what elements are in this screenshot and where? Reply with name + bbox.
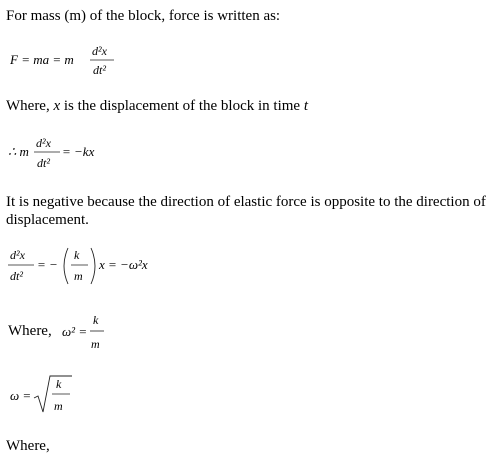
equation-omega-squared [60,312,120,354]
where-displacement-text [6,97,308,115]
negative-explanation: It is negative because the direction of elastic force is opposite to the direction of displacement. [6,194,486,228]
var-t: t [303,98,309,114]
equation-hooke-svg [8,132,118,176]
equation-omega-svg [10,372,80,420]
equation-omega-squared-svg [60,312,120,354]
equation-hooke [8,132,118,176]
eq3-rhs: x = −ω²x [99,257,148,272]
where-mid: is the displacement of the block in time [60,98,304,114]
eq1-numerator: d²x [92,44,107,58]
equation-force [10,40,120,82]
eq4-denominator: m [91,337,100,351]
eq5-numerator: k [56,377,62,391]
eq4-lhs: ω² = [62,324,88,339]
equation-omega-sub [8,242,168,290]
equation-omega [10,372,80,420]
equation-omega-sub-svg [8,242,168,290]
eq1-denominator: dt² [93,63,106,77]
var-x: x [53,98,61,114]
eq2-prefix: ∴ m [8,144,29,159]
where-prefix: Where, [6,98,54,114]
where-final: Where, [6,438,50,454]
eq2-denominator: dt² [37,156,50,170]
eq5-lhs: ω = [10,388,32,403]
eq3-k: k [74,248,80,262]
eq3-right-paren [91,248,95,284]
eq3-mid: = − [37,257,58,272]
eq3-numerator: d²x [10,248,25,262]
eq4-numerator: k [93,313,99,327]
eq3-denominator: dt² [10,269,23,283]
where-omega-label: Where, [8,323,52,339]
eq3-m: m [74,269,83,283]
eq2-numerator: d²x [36,136,51,150]
intro-text: For mass (m) of the block, force is written as: [6,8,281,24]
equation-force-svg [10,40,120,82]
eq2-rhs: = −kx [62,144,95,159]
eq1-lhs: F = ma = m [10,52,74,67]
eq3-left-paren [64,248,68,284]
eq5-denominator: m [54,399,63,413]
